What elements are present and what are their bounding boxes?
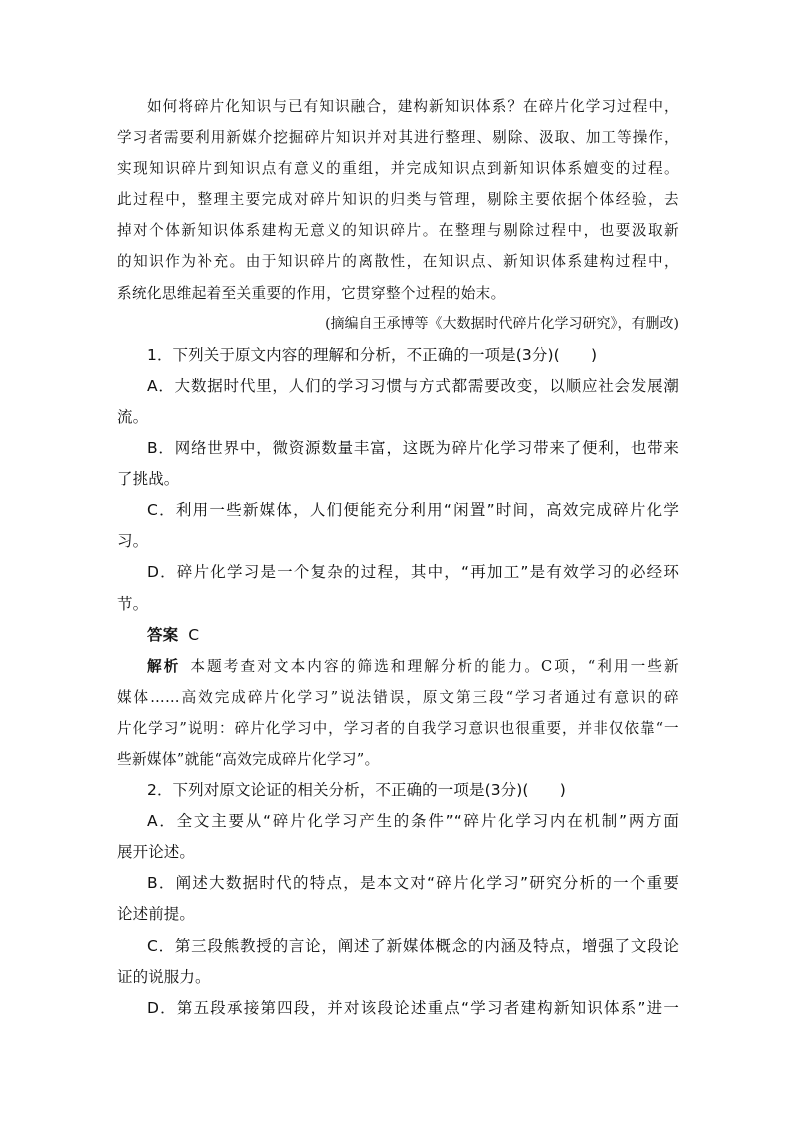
option-c: C．第三段熊教授的言论，阐述了新媒体概念的内涵及特点，增强了文段论 (147, 936, 679, 955)
question-2 (117, 775, 679, 1024)
analysis-line: 媒体……高效完成碎片化学习”说法错误，原文第三段“学习者通过有意识的碎 (117, 688, 679, 706)
option-d-cont: 节。 (117, 594, 149, 613)
exam-page (117, 91, 679, 1024)
question-1 (117, 340, 679, 775)
passage-line: 学习者需要利用新媒介挖掘碎片知识并对其进行整理、剔除、汲取、加工等操作， (117, 129, 679, 147)
reading-passage (117, 91, 679, 340)
answer-value: C (188, 625, 200, 644)
option-c-cont: 习。 (117, 532, 149, 551)
question-stem: 1．下列关于原文内容的理解和分析，不正确的一项是(3分)( ) (147, 345, 598, 364)
option-a: A．全文主要从“碎片化学习产生的条件”“碎片化学习内在机制”两方面 (147, 812, 679, 831)
analysis-line: 片化学习”说明：碎片化学习中，学习者的自我学习意识也很重要，并非仅依靠“一 (117, 719, 679, 737)
passage-source: (摘编自王承博等《大数据时代碎片化学习研究》，有删改) (325, 315, 679, 332)
option-b-cont: 了挑战。 (117, 470, 180, 489)
option-b-cont: 论述前提。 (117, 905, 196, 924)
passage-line: 的知识作为补充。由于知识碎片的离散性，在知识点、新知识体系建构过程中， (117, 253, 679, 271)
option-b: B．网络世界中，微资源数量丰富，这既为碎片化学习带来了便利，也带来 (147, 439, 679, 458)
analysis-line (117, 651, 679, 682)
option-d: D．碎片化学习是一个复杂的过程，其中，“再加工”是有效学习的必经环 (147, 563, 679, 582)
answer-label: 答案 (147, 625, 179, 644)
passage-line: 实现知识碎片到知识点有意义的重组，并完成知识点到新知识体系嬗变的过程。 (117, 160, 679, 178)
passage-line: 系统化思维起着至关重要的作用，它贯穿整个过程的始末。 (117, 284, 506, 302)
option-c-cont: 证的说服力。 (117, 967, 211, 986)
option-d: D．第五段承接第四段，并对该段论述重点“学习者建构新知识体系”进一 (147, 998, 679, 1017)
option-a-cont: 流。 (117, 407, 149, 426)
passage-line: 此过程中，整理主要完成对碎片知识的归类与管理，剔除主要依据个体经验，去 (117, 191, 679, 209)
answer-row (117, 620, 679, 651)
analysis-text: 本题考查对文本内容的筛选和理解分析的能力。C项，“利用一些新 (190, 657, 679, 675)
passage-line: 掉对个体新知识体系建构无意义的知识碎片。在整理与剔除过程中，也要汲取新 (117, 222, 679, 240)
analysis-label: 解析 (147, 657, 181, 675)
option-a: A．大数据时代里，人们的学习习惯与方式都需要改变，以顺应社会发展潮 (147, 376, 679, 395)
option-a-cont: 展开论述。 (117, 843, 196, 862)
analysis-line: 些新媒体”就能“高效完成碎片化学习”。 (117, 750, 380, 768)
question-stem: 2．下列对原文论证的相关分析，不正确的一项是(3分)( ) (147, 781, 566, 800)
analysis (117, 651, 679, 775)
option-b: B．阐述大数据时代的特点，是本文对“碎片化学习”研究分析的一个重要 (147, 874, 679, 893)
passage-line: 如何将碎片化知识与已有知识融合，建构新知识体系？在碎片化学习过程中， (147, 98, 679, 115)
option-c: C．利用一些新媒体，人们便能充分利用“闲置”时间，高效完成碎片化学 (147, 501, 679, 520)
